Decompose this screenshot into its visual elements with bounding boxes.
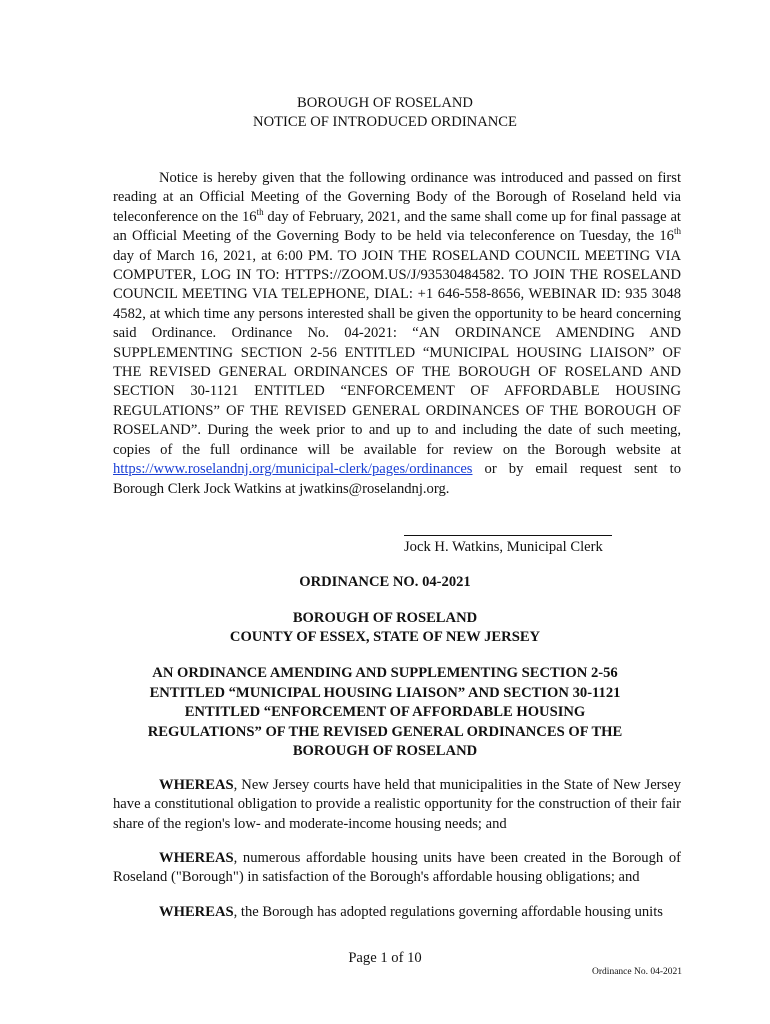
whereas-clause-2 xyxy=(113,849,681,888)
notice-title xyxy=(0,94,770,132)
footer-ordinance-ref: Ordinance No. 04-2021 xyxy=(592,967,682,977)
notice-body xyxy=(113,169,681,499)
whereas-label: WHEREAS xyxy=(159,904,234,920)
ordinance-title-line: BOROUGH OF ROSELAND xyxy=(292,743,478,760)
whereas-text: , the Borough has adopted regulations governing affordable housing units xyxy=(233,904,663,920)
ordinance-number: ORDINANCE NO. 04-2021 xyxy=(299,574,471,590)
county-state: COUNTY OF ESSEX, STATE OF NEW JERSEY xyxy=(229,629,541,645)
ordinance-title-line: AN ORDINANCE AMENDING AND SUPPLEMENTING SECTION 2-56 xyxy=(152,665,618,681)
notice-body-part2: day of February, 2021, and the same shall come up for final passage at an Official Meeting of the Governing Body to be held via teleconference on Tuesday, the 16 xyxy=(113,208,681,245)
notice-body-part4: or by email request sent to Borough Clerk Jock Watkins at jwatkins@roselandnj.org. xyxy=(113,461,681,497)
whereas-text: , numerous affordable housing units have been created in the Borough of Roseland ("Borough") in satisfaction of the Borough's affordable housing obligations; and xyxy=(113,850,681,886)
notice-title-line1: BOROUGH OF ROSELAND xyxy=(297,95,473,111)
whereas-text: , New Jersey courts have held that municipalities in the State of New Jersey have a constitutional obligation to provide a realistic opportunity for the construction of their fair share of the region's low- and moderate-income housing needs; and xyxy=(113,777,681,832)
page-number: Page 1 of 10 xyxy=(348,950,422,966)
ordinal-suffix-2: th xyxy=(673,226,681,237)
notice-body-part1: Notice is hereby given that the following ordinance was introduced and passed on first reading at an Official Meeting of the Governing Body of the Borough of Roseland held via teleconference on the 16 xyxy=(113,170,681,225)
whereas-clause-1 xyxy=(113,776,681,834)
whereas-clause-3 xyxy=(113,903,681,922)
signature-line xyxy=(404,535,612,536)
borough-name: BOROUGH OF ROSELAND xyxy=(292,610,478,626)
signature-name: Jock H. Watkins, Municipal Clerk xyxy=(404,539,603,555)
ordinances-link[interactable]: https://www.roselandnj.org/municipal-clerk/pages/ordinances xyxy=(113,461,473,478)
borough-heading xyxy=(0,609,770,647)
ordinance-title-line: ENTITLED “MUNICIPAL HOUSING LIAISON” AND SECTION 30-1121 xyxy=(149,684,621,701)
ordinance-title-line: REGULATIONS” OF THE REVISED GENERAL ORDINANCES OF THE xyxy=(147,723,623,740)
ordinance-title-line: ENTITLED “ENFORCEMENT OF AFFORDABLE HOUSING xyxy=(184,704,586,721)
whereas-label: WHEREAS xyxy=(159,850,234,866)
notice-body-part3: day of March 16, 2021, at 6:00 PM. TO JOIN THE ROSELAND COUNCIL MEETING VIA COMPUTER, LOG IN TO: HTTPS://ZOOM.US/J/93530484582. TO JOIN THE ROSELAND COUNCIL MEETING VIA TELEPHONE, DIAL: +1 646-558-8656, WEBINAR ID: 935 3048 4582, at which time any persons interested shall be given the opportunity to be heard concerning said Ordinance. Ordinance No. 04-2021: “AN ORDINANCE AMENDING AND SUPPLEMENTING SECTION 2-56 ENTITLED “MUNICIPAL HOUSING LIAISON” OF THE REVISED GENERAL ORDINANCES OF THE BOROUGH OF ROSELAND AND SECTION 30-1121 ENTITLED “ENFORCEMENT OF AFFORDABLE HOUSING REGULATIONS” OF THE REVISED GENERAL ORDINANCES OF THE BOROUGH OF ROSELAND”. During the week prior to and up to and including the date of such meeting, copies of the full ordinance will be available for review on the Borough website at xyxy=(113,247,681,458)
notice-title-line2: NOTICE OF INTRODUCED ORDINANCE xyxy=(253,114,517,130)
whereas-label: WHEREAS xyxy=(159,777,234,793)
ordinance-title xyxy=(0,664,770,762)
ordinal-suffix-1: th xyxy=(256,206,264,217)
